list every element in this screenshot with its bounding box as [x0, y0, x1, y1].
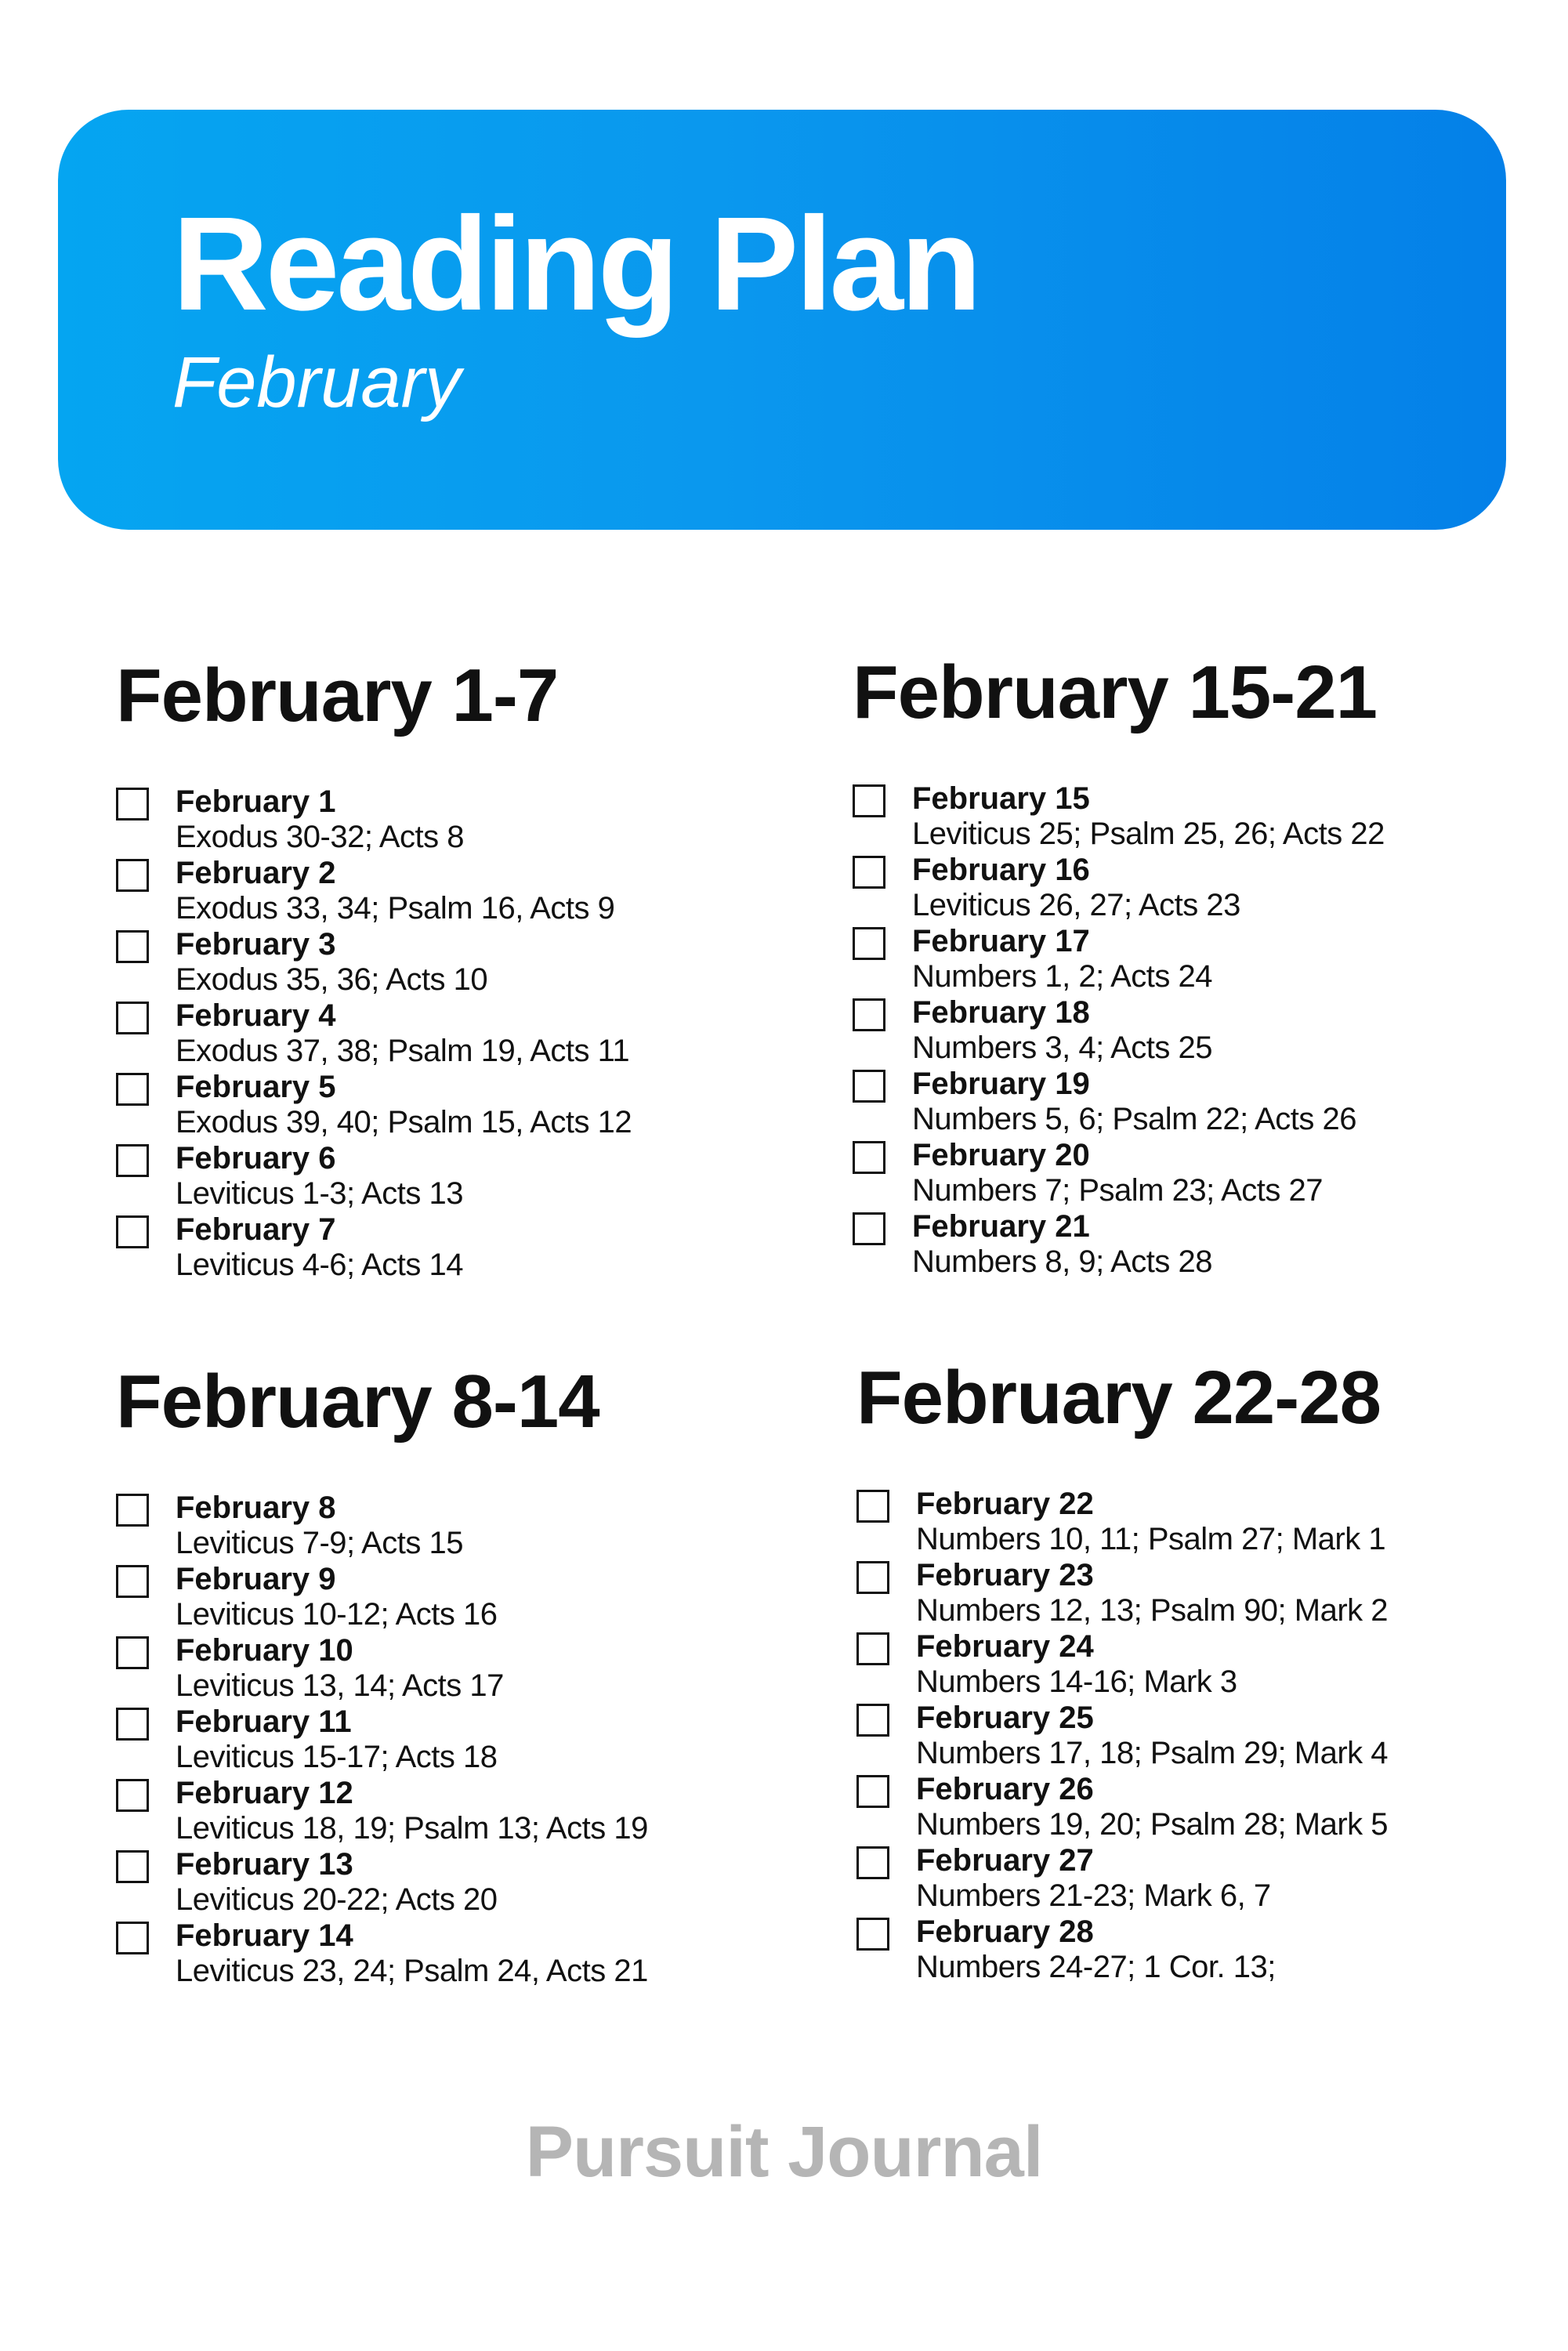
reading-passages: Numbers 5, 6; Psalm 22; Acts 26	[912, 1102, 1356, 1136]
reading-passages: Numbers 12, 13; Psalm 90; Mark 2	[916, 1593, 1389, 1628]
reading-item	[856, 1843, 1546, 1914]
reading-checkbox[interactable]	[853, 1212, 885, 1245]
reading-passages: Numbers 24-27; 1 Cor. 13;	[916, 1950, 1276, 1984]
reading-date: February 20	[912, 1138, 1090, 1172]
reading-item	[853, 995, 1542, 1067]
reading-checkbox[interactable]	[116, 1073, 149, 1106]
reading-checkbox[interactable]	[116, 788, 149, 820]
reading-item	[853, 1209, 1542, 1281]
reading-item	[116, 998, 806, 1070]
reading-date: February 19	[912, 1067, 1090, 1101]
reading-date: February 15	[912, 781, 1090, 816]
section-title: February 15-21	[853, 650, 1378, 734]
reading-checkbox[interactable]	[116, 1708, 149, 1741]
reading-checkbox[interactable]	[853, 1070, 885, 1103]
reading-list	[116, 1491, 806, 1990]
reading-item	[856, 1487, 1546, 1558]
reading-date: February 28	[916, 1914, 1094, 1949]
reading-date: February 16	[912, 853, 1090, 887]
reading-checkbox[interactable]	[853, 784, 885, 817]
reading-passages: Leviticus 4-6; Acts 14	[176, 1248, 463, 1282]
reading-item	[856, 1914, 1546, 1986]
reading-passages: Leviticus 26, 27; Acts 23	[912, 888, 1240, 922]
reading-item	[116, 784, 806, 856]
section-title: February 22-28	[856, 1356, 1382, 1440]
reading-item	[116, 1141, 806, 1212]
reading-date: February 22	[916, 1487, 1094, 1521]
page-subtitle: February	[172, 342, 462, 422]
reading-passages: Leviticus 1-3; Acts 13	[176, 1176, 463, 1211]
reading-checkbox[interactable]	[116, 1215, 149, 1248]
reading-item	[853, 924, 1542, 995]
reading-passages: Numbers 3, 4; Acts 25	[912, 1031, 1213, 1065]
reading-passages: Numbers 8, 9; Acts 28	[912, 1244, 1213, 1279]
reading-date: February 11	[176, 1704, 352, 1739]
reading-checkbox[interactable]	[853, 856, 885, 889]
reading-date: February 8	[176, 1491, 336, 1525]
reading-passages: Exodus 30-32; Acts 8	[176, 820, 465, 854]
reading-date: February 3	[176, 927, 336, 962]
reading-item	[856, 1701, 1546, 1772]
reading-checkbox[interactable]	[116, 1922, 149, 1954]
reading-list	[116, 784, 806, 1284]
reading-checkbox[interactable]	[116, 1002, 149, 1034]
reading-item	[116, 1704, 806, 1776]
reading-date: February 12	[176, 1776, 353, 1810]
reading-date: February 23	[916, 1558, 1094, 1592]
section-title: February 8-14	[116, 1360, 599, 1444]
reading-list	[856, 1487, 1546, 1986]
reading-item	[116, 856, 806, 927]
reading-date: February 10	[176, 1633, 353, 1668]
reading-item	[116, 1918, 806, 1990]
reading-checkbox[interactable]	[856, 1918, 889, 1951]
reading-item	[116, 1847, 806, 1918]
reading-passages: Numbers 17, 18; Psalm 29; Mark 4	[916, 1736, 1389, 1770]
reading-item	[116, 1491, 806, 1562]
reading-checkbox[interactable]	[116, 1779, 149, 1812]
reading-checkbox[interactable]	[856, 1775, 889, 1808]
reading-checkbox[interactable]	[856, 1490, 889, 1523]
reading-item	[856, 1629, 1546, 1701]
reading-date: February 5	[176, 1070, 336, 1104]
reading-item	[853, 853, 1542, 924]
reading-item	[853, 1138, 1542, 1209]
brand-footer: Pursuit Journal	[525, 2112, 1043, 2192]
reading-passages: Exodus 33, 34; Psalm 16, Acts 9	[176, 891, 615, 926]
reading-date: February 4	[176, 998, 336, 1033]
week-section	[856, 1356, 1546, 1986]
reading-item	[856, 1558, 1546, 1629]
reading-checkbox[interactable]	[856, 1704, 889, 1737]
reading-passages: Numbers 10, 11; Psalm 27; Mark 1	[916, 1522, 1386, 1556]
reading-date: February 26	[916, 1772, 1094, 1806]
reading-item	[116, 927, 806, 998]
reading-date: February 1	[176, 784, 336, 819]
reading-checkbox[interactable]	[853, 927, 885, 960]
reading-date: February 17	[912, 924, 1090, 958]
reading-checkbox[interactable]	[116, 1565, 149, 1598]
reading-passages: Leviticus 18, 19; Psalm 13; Acts 19	[176, 1811, 648, 1846]
week-section	[116, 654, 806, 1284]
reading-passages: Leviticus 25; Psalm 25, 26; Acts 22	[912, 817, 1385, 851]
reading-passages: Exodus 39, 40; Psalm 15, Acts 12	[176, 1105, 632, 1139]
reading-date: February 27	[916, 1843, 1094, 1878]
reading-passages: Leviticus 13, 14; Acts 17	[176, 1668, 504, 1703]
reading-list	[853, 781, 1542, 1281]
reading-date: February 18	[912, 995, 1090, 1030]
reading-checkbox[interactable]	[853, 998, 885, 1031]
reading-passages: Numbers 14-16; Mark 3	[916, 1665, 1237, 1699]
reading-passages: Leviticus 20-22; Acts 20	[176, 1882, 498, 1917]
reading-item	[116, 1776, 806, 1847]
reading-passages: Exodus 35, 36; Acts 10	[176, 962, 488, 997]
reading-passages: Leviticus 7-9; Acts 15	[176, 1526, 463, 1560]
reading-item	[116, 1562, 806, 1633]
reading-checkbox[interactable]	[116, 930, 149, 963]
reading-date: February 21	[912, 1209, 1090, 1244]
week-section	[853, 650, 1542, 1281]
reading-item	[853, 1067, 1542, 1138]
reading-item	[116, 1212, 806, 1284]
reading-date: February 7	[176, 1212, 336, 1247]
week-section	[116, 1360, 806, 1990]
reading-date: February 2	[176, 856, 336, 890]
reading-checkbox[interactable]	[116, 1636, 149, 1669]
reading-date: February 6	[176, 1141, 336, 1176]
reading-item	[116, 1633, 806, 1704]
reading-checkbox[interactable]	[853, 1141, 885, 1174]
reading-date: February 13	[176, 1847, 353, 1882]
reading-passages: Numbers 19, 20; Psalm 28; Mark 5	[916, 1807, 1389, 1842]
reading-item	[853, 781, 1542, 853]
reading-checkbox[interactable]	[856, 1846, 889, 1879]
reading-passages: Numbers 7; Psalm 23; Acts 27	[912, 1173, 1324, 1208]
page-title: Reading Plan	[172, 190, 979, 339]
reading-passages: Leviticus 10-12; Acts 16	[176, 1597, 498, 1632]
reading-date: February 25	[916, 1701, 1094, 1735]
reading-checkbox[interactable]	[116, 1850, 149, 1883]
reading-checkbox[interactable]	[856, 1561, 889, 1594]
reading-passages: Numbers 21-23; Mark 6, 7	[916, 1878, 1271, 1913]
reading-passages: Exodus 37, 38; Psalm 19, Acts 11	[176, 1034, 630, 1068]
reading-passages: Leviticus 15-17; Acts 18	[176, 1740, 498, 1774]
reading-item	[116, 1070, 806, 1141]
reading-checkbox[interactable]	[116, 1144, 149, 1177]
reading-date: February 24	[916, 1629, 1094, 1664]
reading-passages: Leviticus 23, 24; Psalm 24, Acts 21	[176, 1954, 648, 1988]
reading-date: February 9	[176, 1562, 336, 1596]
reading-checkbox[interactable]	[856, 1632, 889, 1665]
reading-checkbox[interactable]	[116, 859, 149, 892]
reading-passages: Numbers 1, 2; Acts 24	[912, 959, 1213, 994]
reading-checkbox[interactable]	[116, 1494, 149, 1527]
section-title: February 1-7	[116, 654, 559, 737]
reading-date: February 14	[176, 1918, 353, 1953]
reading-item	[856, 1772, 1546, 1843]
